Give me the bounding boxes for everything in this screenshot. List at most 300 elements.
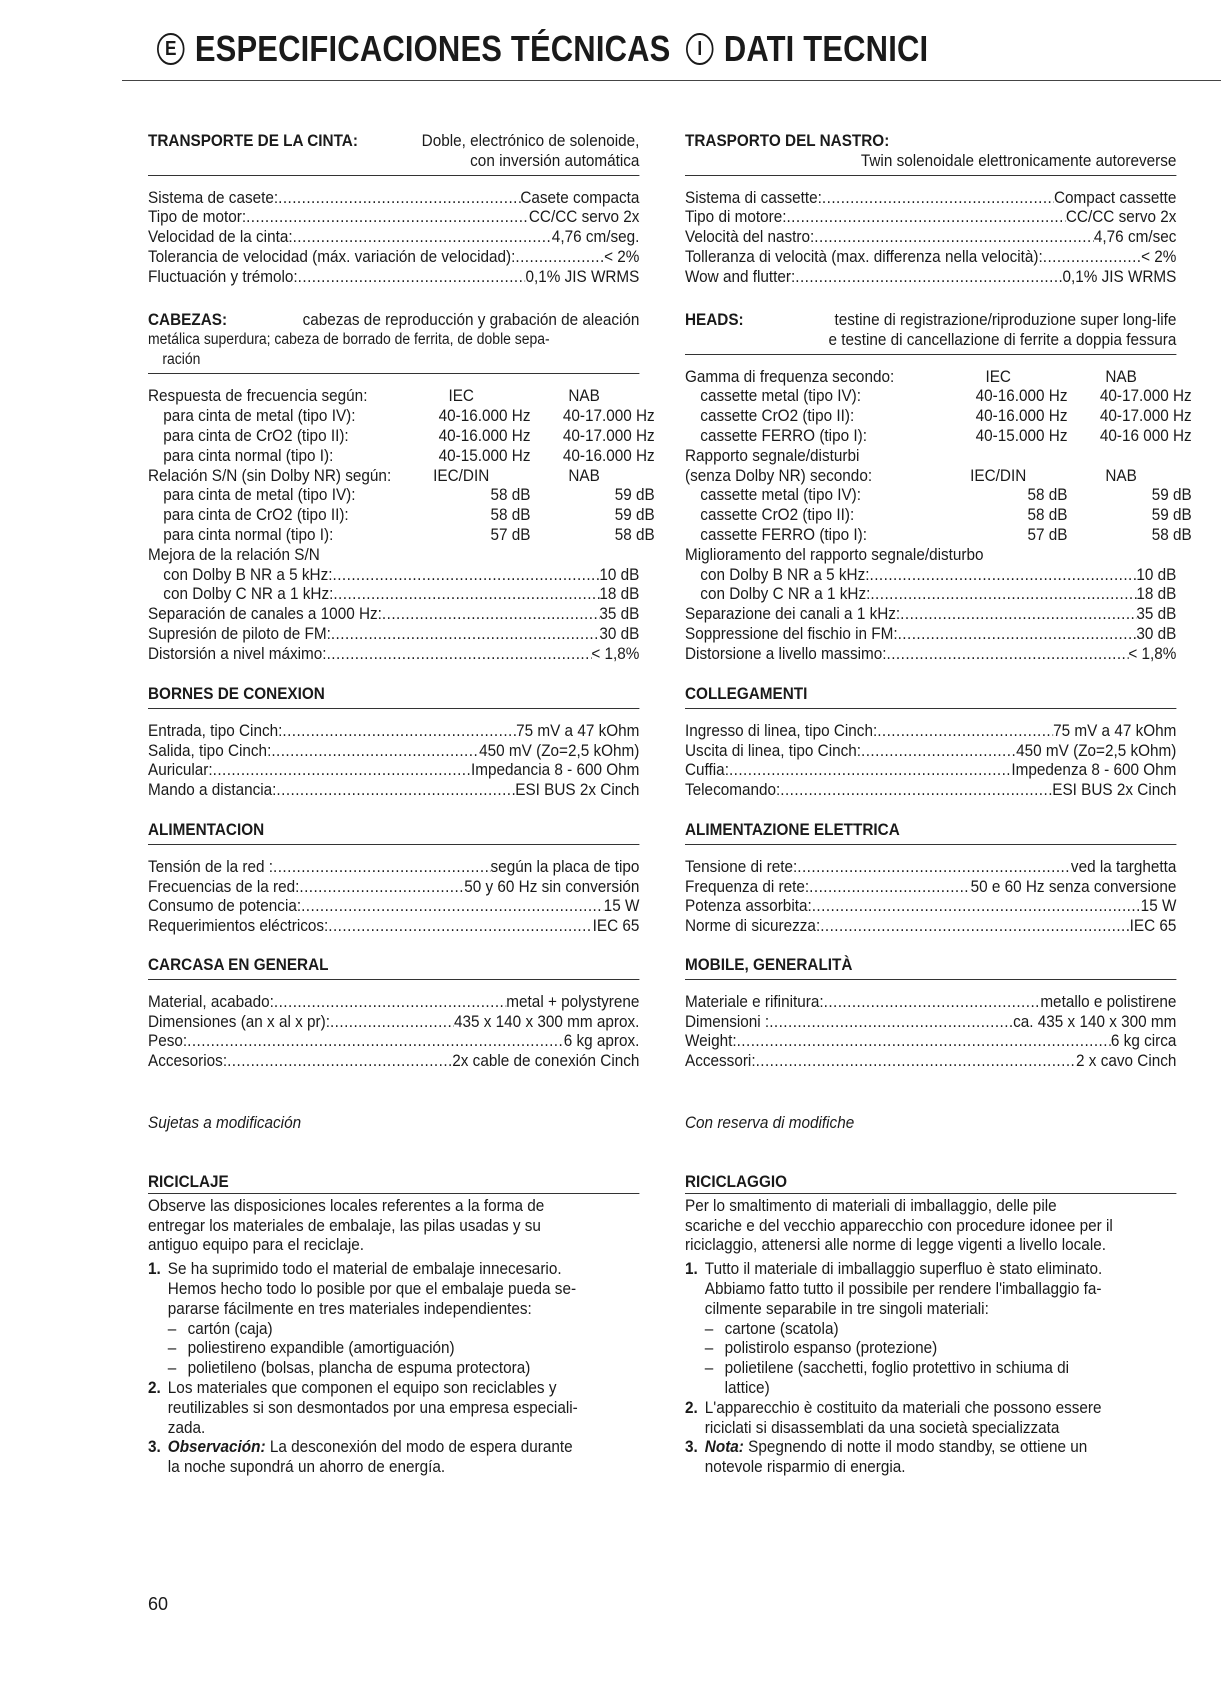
dot-leader [299,877,464,897]
spacer [531,426,545,446]
list-item-line [168,1279,576,1299]
spacer [1068,426,1082,446]
section-heading [148,955,639,975]
spec-row [148,604,639,624]
spec-section [148,310,655,664]
list-number: 2. [685,1397,698,1417]
spec-row [685,565,1176,585]
spec-label: cassette CrO2 (tipo II): [700,505,855,525]
spec-label: Tipo de motor: [148,207,247,227]
sub-list-item [705,1338,1102,1358]
spec-label: cassette metal (tipo IV): [700,386,862,406]
spec-table-row [148,524,655,545]
spec-value: según la placa de tipo [490,856,640,876]
dot-leader [737,1031,1111,1051]
title-italian [686,28,928,70]
column-header: NAB [1105,366,1137,386]
spec-row [148,247,639,267]
spec-value: 50 y 60 Hz sin conversión [464,876,640,896]
spec-row [148,741,639,761]
section-divider [148,979,639,980]
spec-row [148,721,639,741]
spec-label: Telecomando: [685,780,781,800]
section-title: TRANSPORTE DE LA CINTA: [148,131,358,150]
sub-list-item [705,1319,1102,1339]
dash-bullet: – [167,1358,177,1378]
dot-leader [333,565,600,585]
dot-leader [213,760,471,780]
sub-list-item [705,1358,1102,1398]
spec-value: 58 dB [614,524,655,544]
spec-value: 35 dB [1136,604,1177,624]
spec-value: 40-17.000 Hz [1099,386,1192,406]
recycling-title: RICICLAJE [148,1172,229,1191]
list-item-line [168,1418,578,1438]
spec-label: Miglioramento del rapporto segnale/disturbo [685,544,984,564]
spec-label: Tolleranza di velocità (max. differenza nella velocità): [685,246,1043,266]
spec-value: 58 dB [1151,524,1192,544]
dot-leader [278,188,520,208]
dot-leader [328,916,592,936]
list-item-line [705,1437,1087,1457]
spec-row [685,247,1176,267]
spec-value: 40-16.000 Hz [975,386,1068,406]
spec-label: Rapporto segnale/disturbi [685,445,860,465]
section-description-line: ración [162,350,201,368]
spec-row [685,1031,1176,1051]
section-title: HEADS: [685,310,744,329]
spec-value: 30 dB [1136,623,1177,643]
list-item-line [168,1378,578,1398]
spec-row [148,227,639,247]
spec-value: 450 mV (Zo=2,5 kOhm) [1016,740,1177,760]
section-title: TRASPORTO DEL NASTRO: [685,131,890,150]
spec-row [685,1051,1176,1071]
list-item-line [168,1299,576,1319]
spec-value: 15 W [603,896,640,916]
spec-label: para cinta de metal (tipo IV): [163,485,356,505]
sub-item-body [725,1319,839,1339]
spec-label: Weight: [685,1031,737,1051]
spec-value: 0,1% JIS WRMS [1062,266,1177,286]
spec-row [685,227,1176,247]
dot-leader [1043,247,1141,267]
spec-label: Sistema di cassette: [685,187,822,207]
dot-leader [330,1012,454,1032]
spec-label: cassette metal (tipo IV): [700,485,862,505]
spec-value: Compact cassette [1053,187,1177,207]
spec-row [148,1031,639,1051]
sub-item-body [188,1319,273,1339]
page-title-spanish: ESPECIFICACIONES TÉCNICAS [194,28,671,69]
recycling-list [685,1259,1176,1477]
spec-value: 6 kg aprox. [563,1031,640,1051]
spec-value: 58 dB [1027,485,1068,505]
dot-leader [870,565,1137,585]
spec-value: 2 x cavo Cinch [1076,1051,1177,1071]
spec-label: Velocità del nastro: [685,227,815,247]
dot-leader [301,896,604,916]
spec-row [148,207,639,227]
section-title: MOBILE, GENERALITÀ [685,955,853,974]
spec-value: 57 dB [490,524,531,544]
recycling-intro [685,1196,1176,1255]
spec-row [685,624,1176,644]
spec-value: IEC 65 [592,916,640,936]
spec-row [685,267,1176,287]
section-divider [685,175,1176,176]
spec-table-row [148,505,655,525]
sub-item-body [725,1338,938,1358]
spec-table-header [685,466,1176,486]
list-item-text: cilmente separabile in tre singoli materiali: [704,1298,989,1318]
dot-leader [327,644,592,664]
section-description-line: e testine di cancellazione di ferrite a doppia fessura [828,329,1177,349]
spec-value: ESI BUS 2x Cinch [1052,780,1177,800]
spec-label: para cinta de metal (tipo IV): [163,406,356,426]
spec-section [148,684,639,800]
list-item-body [705,1259,1102,1398]
spec-row [685,896,1176,916]
section-description-line: con inversión automática [470,150,640,170]
spec-value: 18 dB [599,584,640,604]
section-divider [685,708,1176,709]
spec-value: 58 dB [1027,505,1068,525]
spec-label: con Dolby B NR a 5 kHz: [700,564,870,584]
section-divider [148,844,639,845]
spec-row [685,721,1176,741]
spec-value: < 1,8% [591,643,640,663]
spec-row [685,780,1176,800]
spec-row [148,1012,639,1032]
spec-value: 75 mV a 47 kOhm [516,720,640,740]
spec-label: Relación S/N (sin Dolby NR) según: [148,465,392,485]
spec-table-header [148,466,639,486]
spec-table-row [685,485,1192,505]
section-description-line: metálica superdura; cabeza de borrado de ferrita, de doble sepa- [148,330,550,348]
section-heading [685,684,1176,704]
spec-value: 18 dB [1136,584,1177,604]
list-item-line [705,1299,1102,1319]
list-item [148,1378,639,1437]
sub-item-text: cartón (caja) [187,1318,273,1338]
spec-section [148,131,639,287]
spec-value: 59 dB [1151,485,1192,505]
section-divider [685,844,1176,845]
section-heading [148,684,639,704]
section-heading [685,310,1176,330]
spec-row [685,604,1176,624]
spec-label: Consumo de potencia: [148,896,302,916]
spacer [1068,525,1082,545]
dot-leader [814,227,1094,247]
section-divider [148,708,639,709]
dot-leader [271,741,479,761]
section-divider [148,373,639,374]
spacer [1052,367,1066,387]
spec-table-row [148,445,655,466]
section-divider [685,354,1176,355]
spec-row [148,780,639,800]
spec-row [148,565,639,585]
spec-row [685,857,1176,877]
spec-label: Frecuencias de la red: [148,876,300,896]
spacer [1068,406,1082,426]
sub-item-body [188,1358,531,1378]
spec-value: 2x cable de conexión Cinch [452,1051,640,1071]
spec-label: Distorsión a nivel máximo: [148,643,327,663]
list-item-text: La desconexión del modo de espera durante [265,1437,573,1457]
spec-label: Salida, tipo Cinch: [148,740,272,760]
list-item-body [168,1259,576,1378]
sub-item-text: lattice) [724,1377,770,1397]
list-item-text: L'apparecchio è costituito da materiali che possono essere [704,1397,1102,1417]
spec-value: 30 dB [599,623,640,643]
recycling-section [148,1172,639,1477]
spec-label: Dimensioni : [685,1011,770,1031]
dot-leader [282,721,516,741]
dot-leader [870,584,1136,604]
spec-value: 6 kg circa [1110,1031,1177,1051]
dash-bullet: – [167,1338,177,1358]
dot-leader [729,760,1011,780]
spec-value: Impedancia 8 - 600 Ohm [471,760,640,780]
spec-value: 40-17.000 Hz [562,425,655,445]
spacer [515,386,529,406]
spec-value: 10 dB [1136,564,1177,584]
dot-leader [861,741,1016,761]
spec-value: 40-16.000 Hz [975,406,1068,426]
spec-table-row [148,406,655,426]
spec-label: Requerimientos eléctricos: [148,916,329,936]
paragraph-line: Per lo smaltimento di materiali di imballaggio, delle pile [685,1195,1057,1215]
spec-row [148,877,639,897]
spec-label: Peso: [148,1031,188,1051]
sub-item-text: polietilene (sacchetti, foglio protettivo in schiuma di [724,1358,1070,1378]
list-item [685,1259,1176,1398]
list-item-text: riciclati si disassemblati da una società specializzata [704,1417,1060,1437]
spec-section [148,955,639,1071]
section-title: CARCASA EN GENERAL [148,955,329,974]
spec-value: ved la targhetta [1070,856,1177,876]
spec-value: 15 W [1140,896,1177,916]
column-header: IEC/DIN [433,465,490,485]
spec-row [148,896,639,916]
spec-row [685,916,1176,936]
spec-label: Materiale e rifinitura: [685,991,824,1011]
column-header: NAB [568,465,600,485]
spec-value: IEC 65 [1129,916,1177,936]
spec-table-row [685,386,1192,406]
spec-label: Fluctuación y trémolo: [148,266,298,286]
dot-leader [822,188,1054,208]
spec-row [148,188,639,208]
spec-label: Material, acabado: [148,991,274,1011]
list-item [148,1259,639,1378]
spec-value: < 2% [604,246,640,266]
spec-subheading [685,545,1176,565]
section-heading [685,955,1176,975]
spec-value: 40-16.000 Hz [438,406,531,426]
spec-value: 10 dB [599,564,640,584]
list-item-body [705,1437,1087,1477]
spec-value: 40-16.000 Hz [562,445,655,465]
section-heading [148,310,639,330]
spec-table-row [685,406,1192,426]
spec-value: 57 dB [1027,524,1068,544]
paragraph-line: scariche e del vecchio apparecchio con procedure idonee per il [685,1215,1113,1235]
page-title-italian: DATI TECNICI [723,28,929,69]
dash-bullet: – [704,1358,714,1378]
list-number: 3. [148,1437,161,1457]
spec-label: para cinta normal (tipo I): [163,524,334,544]
sub-item-body [725,1358,1069,1398]
spec-value: 40-16 000 Hz [1099,425,1192,445]
spec-value: 59 dB [614,505,655,525]
spec-value: metallo e polistirene [1040,991,1177,1011]
dot-leader [274,992,506,1012]
spec-label: Velocidad de la cinta: [148,227,293,247]
spec-label: con Dolby B NR a 5 kHz: [163,564,333,584]
spec-row [148,584,639,604]
dot-leader [887,644,1129,664]
dot-leader [382,604,599,624]
list-item-body [168,1378,578,1437]
dot-leader [820,916,1129,936]
sub-item-body [188,1338,455,1358]
spec-row [148,916,639,936]
recycling-section [685,1172,1176,1477]
list-number: 3. [685,1437,698,1457]
spec-value: 0,1% JIS WRMS [525,266,640,286]
spec-value: CC/CC servo 2x [528,207,640,227]
column-header: IEC/DIN [970,465,1027,485]
spec-value: 58 dB [490,505,531,525]
dot-leader [187,1031,564,1051]
spacer [515,466,529,486]
spacer [1068,505,1082,525]
spec-value: CC/CC servo 2x [1065,207,1177,227]
list-item-body [705,1398,1102,1438]
spec-row [685,207,1176,227]
recycling-divider [685,1193,1176,1194]
spec-label: Tensión de la red : [148,856,274,876]
dot-leader [780,780,1052,800]
page-number: 60 [148,1594,169,1614]
spec-value: ESI BUS 2x Cinch [515,780,640,800]
spec-section [685,310,1192,664]
section-heading [148,820,639,840]
spec-subheading [148,545,639,565]
spec-value: 58 dB [490,485,531,505]
spec-row [685,1012,1176,1032]
spec-row [148,624,639,644]
spacer [1068,386,1082,406]
dot-leader [276,780,515,800]
list-item-body [168,1437,573,1477]
recycling-intro [148,1196,639,1255]
spec-label: Entrada, tipo Cinch: [148,720,283,740]
spec-table-row [148,425,655,446]
spec-row [685,188,1176,208]
spec-table-header [148,386,639,406]
list-item [685,1398,1176,1438]
spec-label: Distorsione a livello massimo: [685,643,887,663]
paragraph-line: entregar los materiales de embalaje, las pilas usadas y su [148,1215,541,1235]
dot-leader [809,877,970,897]
spec-label: Accessori: [685,1051,756,1071]
section-title: ALIMENTACION [148,820,265,839]
sub-item-text: polietileno (bolsas, plancha de espuma protectora) [187,1358,531,1378]
spec-label: Separazione dei canali a 1 kHz: [685,604,901,624]
spec-label: Dimensiones (an x al x pr): [148,1011,330,1031]
spec-value: 40-17.000 Hz [1099,406,1192,426]
spec-value: ca. 435 x 140 x 300 mm [1013,1011,1177,1031]
list-item-text: notevole risparmio di energia. [704,1457,906,1477]
spec-label: Accesorios: [148,1051,228,1071]
spec-label: Cuffia: [685,760,729,780]
section-heading [685,820,1176,840]
dot-leader [900,604,1136,624]
sub-item-text: poliestireno expandible (amortiguación) [187,1338,455,1358]
spec-row [148,267,639,287]
spec-label: para cinta normal (tipo I): [163,445,334,465]
spec-value: 59 dB [614,485,655,505]
sub-list-item [168,1358,576,1378]
spec-row [148,644,639,664]
dash-bullet: – [704,1338,714,1358]
list-item-text: pararse fácilmente en tres materiales independientes: [167,1298,532,1318]
dot-leader [812,896,1141,916]
section-description: cabezas de reproducción y grabación de aleación [302,310,640,329]
recycling-list [148,1259,639,1477]
list-item-text: Spegnendo di notte il modo standby, se ottiene un [743,1437,1088,1457]
spec-label: Gamma di frequenza secondo: [685,366,895,386]
spec-value: 40-16.000 Hz [438,425,531,445]
dot-leader [797,857,1071,877]
dot-leader [795,267,1062,287]
spec-section [685,820,1176,936]
spec-table-row [685,425,1192,446]
dash-bullet: – [704,1318,714,1338]
spec-section [685,684,1176,800]
list-item-line [705,1457,1087,1477]
list-item-text: la noche supondrá un ahorro de energía. [167,1457,446,1477]
spec-label: Norme di sicurezza: [685,916,821,936]
spec-label: Wow and flutter: [685,266,796,286]
dot-leader [246,207,529,227]
spec-value: 59 dB [1151,505,1192,525]
spacer [531,485,545,505]
spec-row [685,644,1176,664]
spacer [1052,466,1066,486]
dot-leader [227,1051,452,1071]
spec-value: 50 e 60 Hz senza conversione [970,876,1177,896]
section-title: BORNES DE CONEXION [148,684,325,703]
list-item-line [168,1437,573,1457]
modification-note: Sujetas a modificación [148,1113,302,1132]
spec-value: 4,76 cm/sec [1093,227,1177,247]
spec-label: cassette FERRO (tipo I): [700,524,867,544]
paragraph-line: Observe las disposiciones locales referentes a la forma de [148,1195,545,1215]
spec-value: 40-15.000 Hz [438,445,531,465]
spec-subheading [685,446,1176,466]
spec-row [148,992,639,1012]
spec-value: Impedenza 8 - 600 Ohm [1011,760,1177,780]
sub-list-item [168,1319,576,1339]
note-label: Observación: [167,1437,266,1457]
dot-leader [898,624,1137,644]
